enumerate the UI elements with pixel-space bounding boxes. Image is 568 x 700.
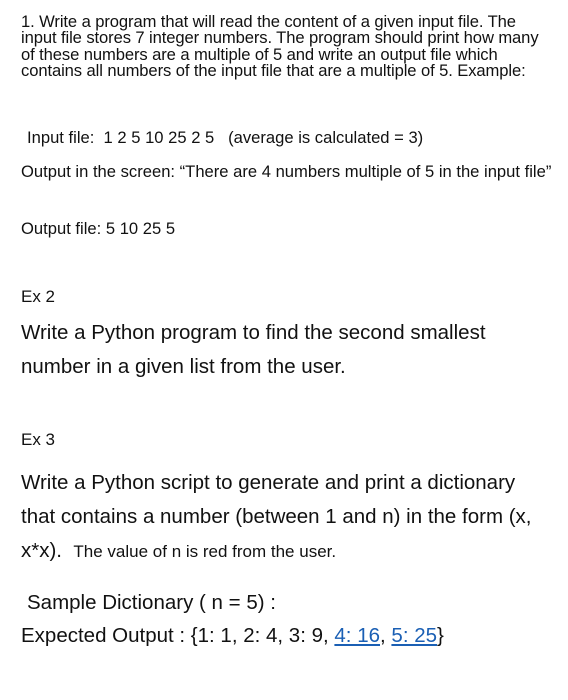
expected-output-prefix: Expected Output : {1: 1, 2: 4, 3: 9, <box>21 624 335 647</box>
exercise-3-heading: Ex 3 <box>21 430 56 449</box>
exercise-1-description: 1. Write a program that will read the content of a given input file. The input file stores 7 integer numbers. The program should print how many of these numbers are a multiple of 5 and write an output file which contains all numbers of the input file that are a multiple of 5. Example: <box>21 12 539 80</box>
expected-output-link-4[interactable]: 4: 16 <box>334 624 381 647</box>
expected-output-link-5[interactable]: 5: 25 <box>391 624 438 647</box>
exercise-3-description <box>21 466 554 569</box>
expected-output-suffix: } <box>437 624 444 647</box>
exercise-3-sample-label: Sample Dictionary ( n = 5) : <box>27 591 276 614</box>
exercise-1-input-example: Input file: 1 2 5 10 25 2 5 (average is calculated = 3) <box>27 128 424 147</box>
exercise-2-description: Write a Python program to find the second smallest number in a given list from the user. <box>21 321 486 378</box>
exercise-1-screen-output-example: Output in the screen: “There are 4 numbers multiple of 5 in the input file” <box>21 162 552 181</box>
exercise-2-heading: Ex 2 <box>21 287 56 306</box>
exercise-3-description-note: The value of n is red from the user. <box>73 542 337 561</box>
exercise-1-output-file-example: Output file: 5 10 25 5 <box>21 219 176 238</box>
exercise-3-expected-output <box>21 623 554 649</box>
expected-output-separator: , <box>380 624 392 647</box>
exercise-3-description-main: Write a Python script to generate and print a dictionary that contains a number (between 1 and n) in the form (x, x*x). <box>21 471 532 562</box>
